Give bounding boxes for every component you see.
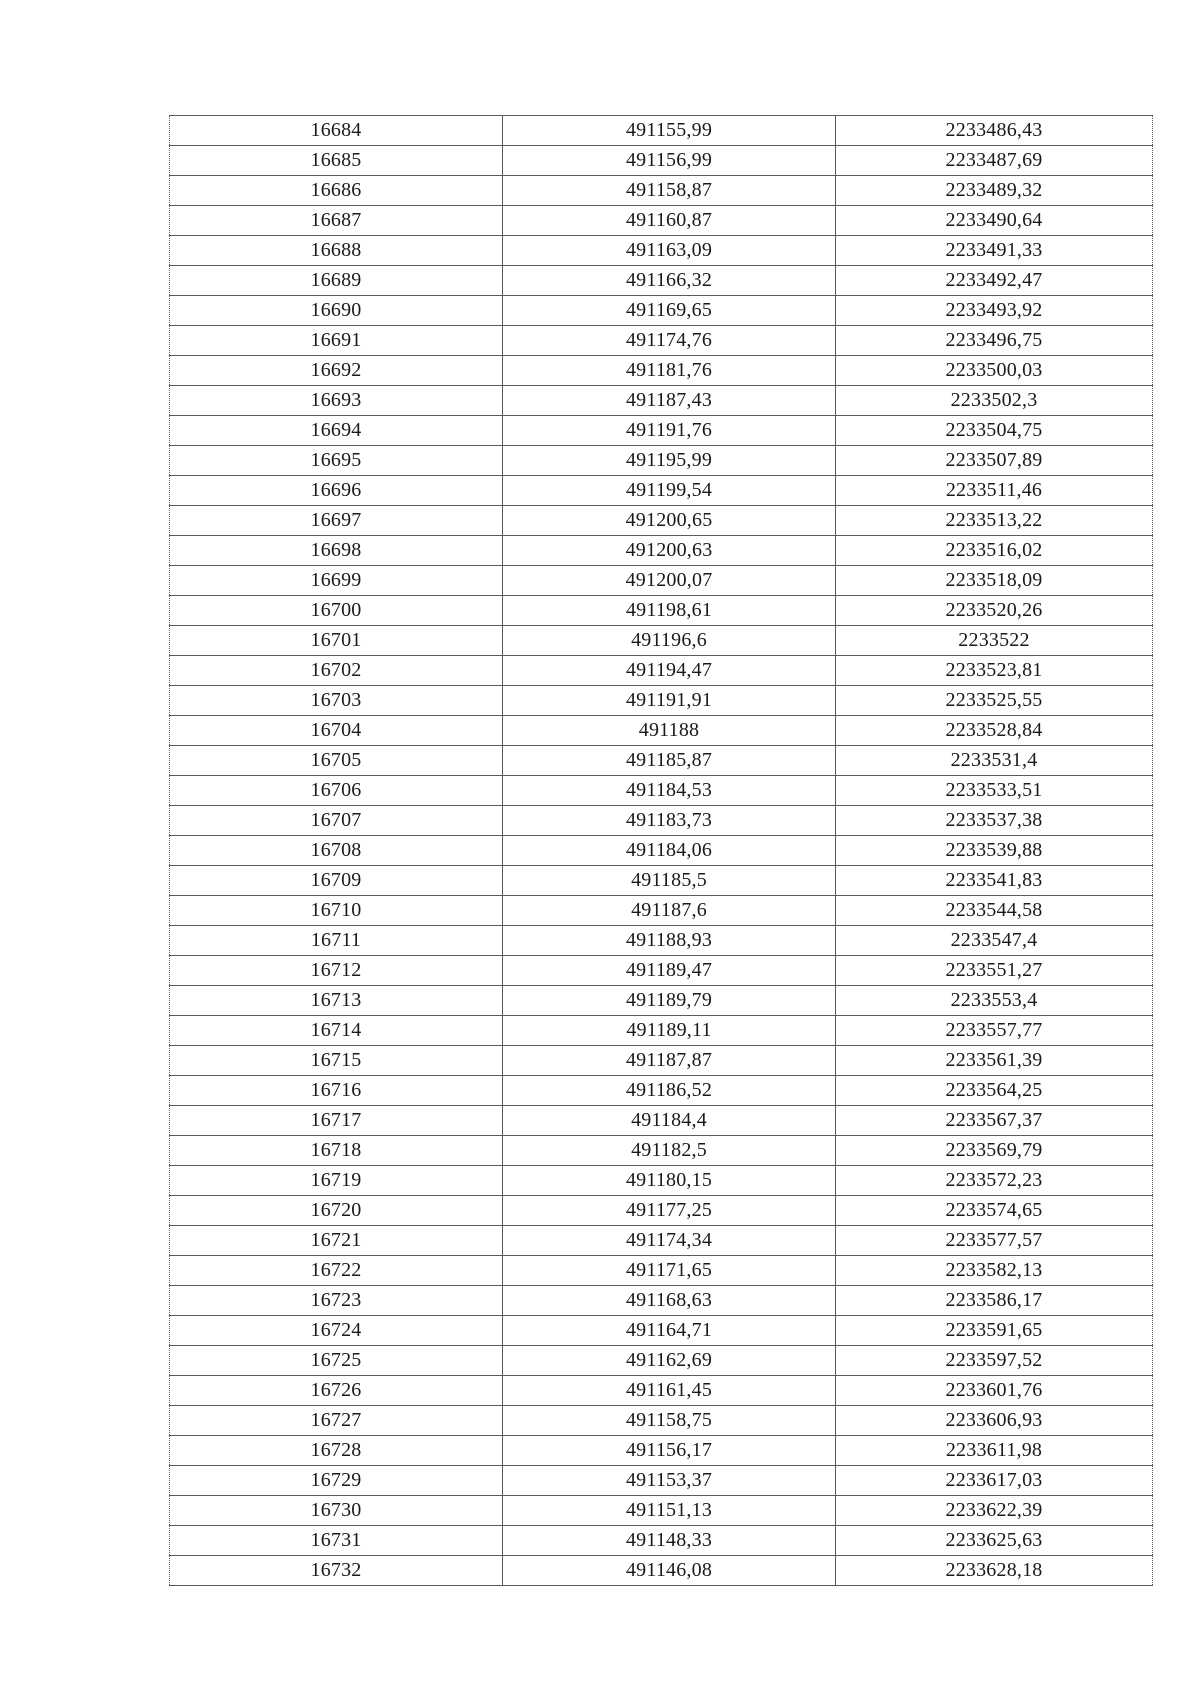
table-row: [170, 566, 1153, 596]
point-number-cell: 16712: [170, 956, 503, 986]
y-coordinate-cell: 2233567,37: [836, 1106, 1153, 1136]
table-row: [170, 896, 1153, 926]
point-number-cell: 16690: [170, 296, 503, 326]
point-number-cell: 16686: [170, 176, 503, 206]
x-coordinate-cell: 491196,6: [503, 626, 836, 656]
table-row: [170, 1016, 1153, 1046]
point-number-cell: 16717: [170, 1106, 503, 1136]
point-number-cell: 16718: [170, 1136, 503, 1166]
y-coordinate-cell: 2233531,4: [836, 746, 1153, 776]
table-row: [170, 1286, 1153, 1316]
y-coordinate-cell: 2233625,63: [836, 1526, 1153, 1556]
y-coordinate-cell: 2233528,84: [836, 716, 1153, 746]
table-row: [170, 116, 1153, 146]
point-number-cell: 16701: [170, 626, 503, 656]
x-coordinate-cell: 491191,76: [503, 416, 836, 446]
table-row: [170, 776, 1153, 806]
y-coordinate-cell: 2233492,47: [836, 266, 1153, 296]
table-row: [170, 1076, 1153, 1106]
y-coordinate-cell: 2233617,03: [836, 1466, 1153, 1496]
point-number-cell: 16704: [170, 716, 503, 746]
table-row: [170, 1406, 1153, 1436]
point-number-cell: 16696: [170, 476, 503, 506]
y-coordinate-cell: 2233569,79: [836, 1136, 1153, 1166]
x-coordinate-cell: 491187,43: [503, 386, 836, 416]
point-number-cell: 16694: [170, 416, 503, 446]
x-coordinate-cell: 491174,76: [503, 326, 836, 356]
x-coordinate-cell: 491156,99: [503, 146, 836, 176]
point-number-cell: 16721: [170, 1226, 503, 1256]
table-row: [170, 956, 1153, 986]
y-coordinate-cell: 2233622,39: [836, 1496, 1153, 1526]
coordinates-table-body: [170, 116, 1153, 1586]
x-coordinate-cell: 491168,63: [503, 1286, 836, 1316]
y-coordinate-cell: 2233539,88: [836, 836, 1153, 866]
x-coordinate-cell: 491199,54: [503, 476, 836, 506]
point-number-cell: 16726: [170, 1376, 503, 1406]
x-coordinate-cell: 491198,61: [503, 596, 836, 626]
x-coordinate-cell: 491158,87: [503, 176, 836, 206]
table-row: [170, 1526, 1153, 1556]
x-coordinate-cell: 491187,87: [503, 1046, 836, 1076]
point-number-cell: 16688: [170, 236, 503, 266]
point-number-cell: 16723: [170, 1286, 503, 1316]
x-coordinate-cell: 491187,6: [503, 896, 836, 926]
table-row: [170, 1106, 1153, 1136]
table-row: [170, 746, 1153, 776]
table-row: [170, 206, 1153, 236]
x-coordinate-cell: 491174,34: [503, 1226, 836, 1256]
x-coordinate-cell: 491160,87: [503, 206, 836, 236]
y-coordinate-cell: 2233586,17: [836, 1286, 1153, 1316]
y-coordinate-cell: 2233486,43: [836, 116, 1153, 146]
x-coordinate-cell: 491162,69: [503, 1346, 836, 1376]
table-row: [170, 986, 1153, 1016]
point-number-cell: 16716: [170, 1076, 503, 1106]
point-number-cell: 16691: [170, 326, 503, 356]
table-row: [170, 146, 1153, 176]
y-coordinate-cell: 2233511,46: [836, 476, 1153, 506]
x-coordinate-cell: 491188: [503, 716, 836, 746]
table-row: [170, 866, 1153, 896]
point-number-cell: 16731: [170, 1526, 503, 1556]
point-number-cell: 16703: [170, 686, 503, 716]
point-number-cell: 16710: [170, 896, 503, 926]
x-coordinate-cell: 491184,06: [503, 836, 836, 866]
x-coordinate-cell: 491163,09: [503, 236, 836, 266]
point-number-cell: 16698: [170, 536, 503, 566]
point-number-cell: 16695: [170, 446, 503, 476]
y-coordinate-cell: 2233601,76: [836, 1376, 1153, 1406]
point-number-cell: 16709: [170, 866, 503, 896]
table-row: [170, 446, 1153, 476]
table-row: [170, 926, 1153, 956]
y-coordinate-cell: 2233547,4: [836, 926, 1153, 956]
y-coordinate-cell: 2233489,32: [836, 176, 1153, 206]
table-row: [170, 506, 1153, 536]
y-coordinate-cell: 2233491,33: [836, 236, 1153, 266]
y-coordinate-cell: 2233525,55: [836, 686, 1153, 716]
y-coordinate-cell: 2233502,3: [836, 386, 1153, 416]
y-coordinate-cell: 2233533,51: [836, 776, 1153, 806]
y-coordinate-cell: 2233611,98: [836, 1436, 1153, 1466]
x-coordinate-cell: 491191,91: [503, 686, 836, 716]
x-coordinate-cell: 491189,79: [503, 986, 836, 1016]
table-row: [170, 1376, 1153, 1406]
y-coordinate-cell: 2233553,4: [836, 986, 1153, 1016]
y-coordinate-cell: 2233557,77: [836, 1016, 1153, 1046]
y-coordinate-cell: 2233606,93: [836, 1406, 1153, 1436]
table-row: [170, 356, 1153, 386]
x-coordinate-cell: 491194,47: [503, 656, 836, 686]
table-row: [170, 236, 1153, 266]
table-row: [170, 1496, 1153, 1526]
table-row: [170, 1256, 1153, 1286]
y-coordinate-cell: 2233537,38: [836, 806, 1153, 836]
table-row: [170, 536, 1153, 566]
point-number-cell: 16693: [170, 386, 503, 416]
point-number-cell: 16702: [170, 656, 503, 686]
table-row: [170, 476, 1153, 506]
y-coordinate-cell: 2233561,39: [836, 1046, 1153, 1076]
point-number-cell: 16706: [170, 776, 503, 806]
table-row: [170, 176, 1153, 206]
table-row: [170, 1046, 1153, 1076]
y-coordinate-cell: 2233572,23: [836, 1166, 1153, 1196]
point-number-cell: 16727: [170, 1406, 503, 1436]
x-coordinate-cell: 491189,11: [503, 1016, 836, 1046]
point-number-cell: 16715: [170, 1046, 503, 1076]
table-row: [170, 806, 1153, 836]
point-number-cell: 16684: [170, 116, 503, 146]
point-number-cell: 16714: [170, 1016, 503, 1046]
point-number-cell: 16689: [170, 266, 503, 296]
point-number-cell: 16713: [170, 986, 503, 1016]
y-coordinate-cell: 2233518,09: [836, 566, 1153, 596]
table-row: [170, 1226, 1153, 1256]
y-coordinate-cell: 2233500,03: [836, 356, 1153, 386]
table-row: [170, 1196, 1153, 1226]
point-number-cell: 16720: [170, 1196, 503, 1226]
point-number-cell: 16700: [170, 596, 503, 626]
point-number-cell: 16707: [170, 806, 503, 836]
x-coordinate-cell: 491185,5: [503, 866, 836, 896]
point-number-cell: 16724: [170, 1316, 503, 1346]
y-coordinate-cell: 2233522: [836, 626, 1153, 656]
x-coordinate-cell: 491148,33: [503, 1526, 836, 1556]
table-row: [170, 326, 1153, 356]
point-number-cell: 16728: [170, 1436, 503, 1466]
point-number-cell: 16685: [170, 146, 503, 176]
table-row: [170, 1316, 1153, 1346]
table-row: [170, 416, 1153, 446]
table-row: [170, 1166, 1153, 1196]
x-coordinate-cell: 491169,65: [503, 296, 836, 326]
table-row: [170, 596, 1153, 626]
point-number-cell: 16725: [170, 1346, 503, 1376]
y-coordinate-cell: 2233582,13: [836, 1256, 1153, 1286]
y-coordinate-cell: 2233541,83: [836, 866, 1153, 896]
x-coordinate-cell: 491195,99: [503, 446, 836, 476]
x-coordinate-cell: 491153,37: [503, 1466, 836, 1496]
table-row: [170, 1136, 1153, 1166]
y-coordinate-cell: 2233490,64: [836, 206, 1153, 236]
y-coordinate-cell: 2233597,52: [836, 1346, 1153, 1376]
x-coordinate-cell: 491158,75: [503, 1406, 836, 1436]
y-coordinate-cell: 2233564,25: [836, 1076, 1153, 1106]
x-coordinate-cell: 491156,17: [503, 1436, 836, 1466]
x-coordinate-cell: 491180,15: [503, 1166, 836, 1196]
y-coordinate-cell: 2233496,75: [836, 326, 1153, 356]
y-coordinate-cell: 2233504,75: [836, 416, 1153, 446]
x-coordinate-cell: 491164,71: [503, 1316, 836, 1346]
x-coordinate-cell: 491181,76: [503, 356, 836, 386]
x-coordinate-cell: 491188,93: [503, 926, 836, 956]
y-coordinate-cell: 2233520,26: [836, 596, 1153, 626]
y-coordinate-cell: 2233628,18: [836, 1556, 1153, 1586]
table-row: [170, 1436, 1153, 1466]
y-coordinate-cell: 2233544,58: [836, 896, 1153, 926]
x-coordinate-cell: 491171,65: [503, 1256, 836, 1286]
point-number-cell: 16692: [170, 356, 503, 386]
table-row: [170, 686, 1153, 716]
table-row: [170, 296, 1153, 326]
table-row: [170, 1556, 1153, 1586]
y-coordinate-cell: 2233591,65: [836, 1316, 1153, 1346]
table-row: [170, 266, 1153, 296]
y-coordinate-cell: 2233507,89: [836, 446, 1153, 476]
point-number-cell: 16699: [170, 566, 503, 596]
x-coordinate-cell: 491166,32: [503, 266, 836, 296]
x-coordinate-cell: 491184,4: [503, 1106, 836, 1136]
y-coordinate-cell: 2233516,02: [836, 536, 1153, 566]
y-coordinate-cell: 2233487,69: [836, 146, 1153, 176]
x-coordinate-cell: 491177,25: [503, 1196, 836, 1226]
y-coordinate-cell: 2233493,92: [836, 296, 1153, 326]
table-row: [170, 1346, 1153, 1376]
point-number-cell: 16705: [170, 746, 503, 776]
x-coordinate-cell: 491200,07: [503, 566, 836, 596]
table-row: [170, 656, 1153, 686]
table-row: [170, 386, 1153, 416]
point-number-cell: 16730: [170, 1496, 503, 1526]
point-number-cell: 16732: [170, 1556, 503, 1586]
y-coordinate-cell: 2233551,27: [836, 956, 1153, 986]
table-row: [170, 626, 1153, 656]
table-row: [170, 716, 1153, 746]
point-number-cell: 16729: [170, 1466, 503, 1496]
x-coordinate-cell: 491161,45: [503, 1376, 836, 1406]
point-number-cell: 16722: [170, 1256, 503, 1286]
x-coordinate-cell: 491185,87: [503, 746, 836, 776]
x-coordinate-cell: 491155,99: [503, 116, 836, 146]
table-row: [170, 836, 1153, 866]
table-row: [170, 1466, 1153, 1496]
x-coordinate-cell: 491183,73: [503, 806, 836, 836]
coordinates-table: [169, 115, 1153, 1586]
x-coordinate-cell: 491200,63: [503, 536, 836, 566]
y-coordinate-cell: 2233577,57: [836, 1226, 1153, 1256]
x-coordinate-cell: 491146,08: [503, 1556, 836, 1586]
y-coordinate-cell: 2233574,65: [836, 1196, 1153, 1226]
x-coordinate-cell: 491182,5: [503, 1136, 836, 1166]
point-number-cell: 16697: [170, 506, 503, 536]
point-number-cell: 16708: [170, 836, 503, 866]
point-number-cell: 16687: [170, 206, 503, 236]
x-coordinate-cell: 491189,47: [503, 956, 836, 986]
point-number-cell: 16711: [170, 926, 503, 956]
x-coordinate-cell: 491186,52: [503, 1076, 836, 1106]
x-coordinate-cell: 491184,53: [503, 776, 836, 806]
x-coordinate-cell: 491200,65: [503, 506, 836, 536]
y-coordinate-cell: 2233523,81: [836, 656, 1153, 686]
x-coordinate-cell: 491151,13: [503, 1496, 836, 1526]
y-coordinate-cell: 2233513,22: [836, 506, 1153, 536]
point-number-cell: 16719: [170, 1166, 503, 1196]
